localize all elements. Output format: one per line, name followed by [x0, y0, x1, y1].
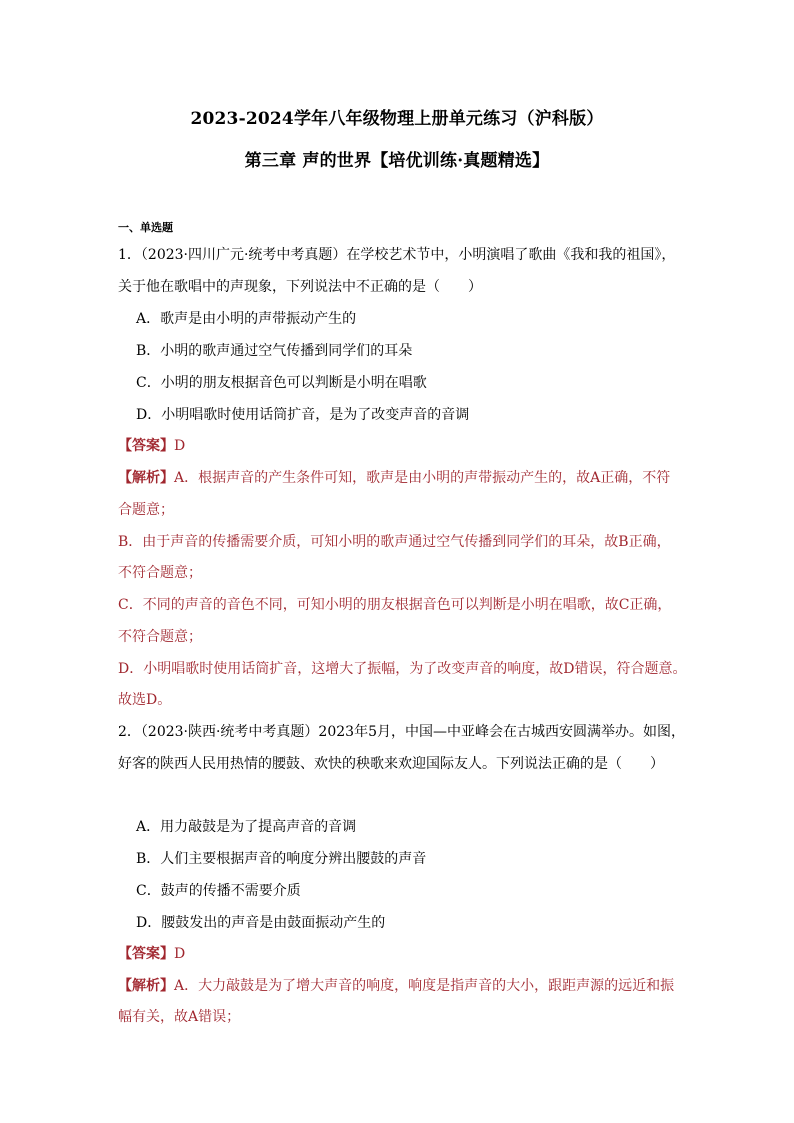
q2-stem-line-1: 2．（2023·陕西·统考中考真题）2023年5月，中国—中亚峰会在古城西安圆满举办。如图， [118, 724, 685, 740]
q1-analysis-line-1 [118, 468, 678, 488]
q1-analysis-line-3: B．由于声音的传播需要介质，可知小明的歌声通过空气传播到同学们的耳朵，故B正确， [118, 534, 671, 550]
q1-analysis-text-1: A．根据声音的产生条件可知，歌声是由小明的声带振动产生的，故A正确，不符 [174, 470, 671, 486]
q1-analysis-line-5: C．不同的声音的音色不同，可知小明的朋友根据音色可以判断是小明在唱歌，故C正确， [118, 597, 672, 613]
q1-option-b: B．小明的歌声通过空气传播到同学们的耳朵 [136, 343, 413, 359]
q1-analysis-line-4: 不符合题意； [118, 565, 202, 581]
q1-answer [118, 436, 678, 456]
q2-answer-value: D [174, 946, 186, 962]
q1-option-c: C．小明的朋友根据音色可以判断是小明在唱歌 [136, 375, 427, 391]
q1-analysis-line-2: 合题意； [118, 502, 174, 518]
section-heading: 一、单选题 [118, 221, 173, 234]
q2-analysis-line-2: 幅有关，故A错误； [118, 1009, 241, 1025]
q1-analysis-label: 【解析】 [118, 470, 174, 486]
q1-option-a: A．歌声是由小明的声带振动产生的 [136, 311, 357, 327]
q2-answer [118, 944, 678, 964]
q2-stem-line-2: 好客的陕西人民用热情的腰鼓、欢快的秧歌来欢迎国际友人。下列说法正确的是（ ） [118, 756, 664, 772]
q2-answer-label: 【答案】 [118, 946, 174, 962]
q2-option-a: A．用力敲鼓是为了提高声音的音调 [136, 819, 357, 835]
q1-analysis-line-7: D．小明唱歌时使用话筒扩音，这增大了振幅，为了改变声音的响度，故D错误，符合题意。 [118, 661, 687, 677]
document-title: 2023-2024学年八年级物理上册单元练习（沪科版） [190, 109, 604, 129]
q2-analysis-line-1 [118, 976, 678, 996]
q2-option-d: D．腰鼓发出的声音是由鼓面振动产生的 [136, 915, 386, 931]
document-subtitle: 第三章 声的世界【培优训练·真题精选】 [244, 151, 550, 171]
q2-option-c: C．鼓声的传播不需要介质 [136, 883, 301, 899]
q1-answer-value: D [174, 438, 186, 454]
q1-stem-line-2: 关于他在歌唱中的声现象，下列说法中不正确的是（ ） [118, 279, 482, 295]
q2-analysis-label: 【解析】 [118, 978, 174, 994]
q2-option-b: B．人们主要根据声音的响度分辨出腰鼓的声音 [136, 851, 427, 867]
q1-stem-line-1: 1．（2023·四川广元·统考中考真题）在学校艺术节中，小明演唱了歌曲《我和我的祖国》， [118, 247, 676, 263]
q1-option-d: D．小明唱歌时使用话筒扩音，是为了改变声音的音调 [136, 407, 470, 423]
q1-answer-label: 【答案】 [118, 438, 174, 454]
q2-analysis-text-1: A．大力敲鼓是为了增大声音的响度，响度是指声音的大小，跟距声源的远近和振 [174, 978, 675, 994]
q1-analysis-line-8: 故选D。 [118, 692, 172, 708]
q1-analysis-line-6: 不符合题意； [118, 629, 202, 645]
